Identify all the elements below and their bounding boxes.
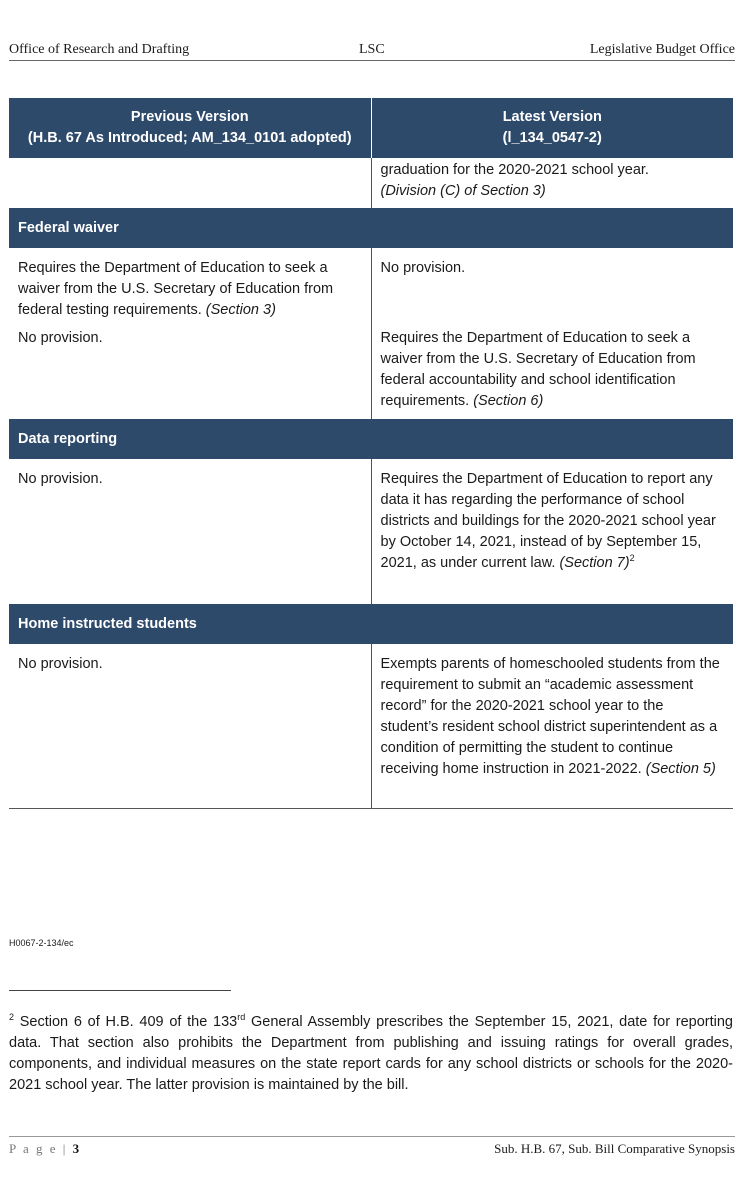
header-budget-office: Legislative Budget Office [589,42,735,57]
cell-text: No provision. [18,656,103,672]
cell-text: No provision. [18,330,103,346]
section-row-federal-waiver [9,208,733,248]
cell-previous [9,158,371,208]
cell-text: Requires the Department of Education to seek a waiver from the U.S. Secretary of Education from federal testing requirements. [18,260,334,318]
section-title: Data reporting [9,419,733,459]
footnote-text-a: Section 6 of H.B. 409 of the 133 [14,1014,238,1030]
table-row [9,328,733,419]
footnote-divider [9,990,231,991]
header-lsc: LSC [359,42,385,57]
footnote-number: 2 [9,1012,15,1023]
cell-latest [371,328,733,419]
cell-latest [371,644,733,809]
page-footer [9,1136,735,1159]
latest-version-title: Latest Version [502,109,602,125]
cell-previous [9,644,371,809]
cell-text: No provision. [380,260,466,276]
cell-citation: (Section 3) [205,302,276,318]
table-row [9,158,733,208]
section-title: Home instructed students [9,604,733,644]
section-title: Federal waiver [9,208,733,248]
column-header-latest [371,98,733,158]
cell-latest [371,248,733,328]
previous-version-title: Previous Version [130,109,249,125]
cell-previous [9,459,371,604]
cell-text: Requires the Department of Education to report any data it has regarding the performance of school districts and buildings for the 2020-2021 school year by October 14, 2021, instead of by September 15, 2021, as under current law. [380,471,716,571]
latest-version-subtitle: (l_134_0547-2) [502,130,602,146]
cell-text: Requires the Department of Education to seek a waiver from the U.S. Secretary of Education from federal accountability and school identification requirements. [380,330,696,409]
comparison-table [9,98,733,809]
cell-text: No provision. [18,471,103,487]
footnote-ordinal: rd [237,1012,246,1023]
header-office: Office of Research and Drafting [9,42,190,57]
cell-previous [9,248,371,328]
cell-latest [371,158,733,208]
page-indicator [9,1141,79,1157]
continued-citation: (Division (C) of Section 3) [380,183,546,199]
continued-text: graduation for the 2020-2021 school year. [380,162,649,178]
previous-version-subtitle: (H.B. 67 As Introduced; AM_134_0101 adopted) [27,130,352,146]
page-label: P a g e | [9,1141,68,1156]
page-header [9,40,735,61]
document-code: H0067-2-134/ec [9,938,74,948]
cell-citation: (Section 5) [645,761,716,777]
cell-citation: (Section 6) [473,393,544,409]
section-row-home-instructed [9,604,733,644]
column-header-previous [9,98,371,158]
cell-text: Exempts parents of homeschooled students from the requirement to submit an “academic assessment record” for the 2020-2021 school year to the student’s resident school district superintendent as a condition of permitting the student to continue receiving home instruction in 2021-2022. [380,656,720,777]
page-number: 3 [72,1141,80,1156]
cell-citation: (Section 7) [559,555,630,571]
table-row [9,459,733,604]
cell-latest [371,459,733,604]
table-row [9,248,733,328]
footer-document-title: Sub. H.B. 67, Sub. Bill Comparative Synopsis [494,1141,735,1156]
footnote-reference: 2 [629,553,635,564]
table-row [9,644,733,809]
section-row-data-reporting [9,419,733,459]
cell-previous [9,328,371,419]
footnote [9,1012,733,1096]
footnote-text-b: General Assembly prescribes the September 15, 2021, date for reporting data. That section also prohibits the Department from publishing and issuing ratings for overall grades, components, and individual measures on the state report cards for any school districts or schools for the 2020-2021 school year. The latter provision is maintained by the bill. [9,1014,733,1093]
